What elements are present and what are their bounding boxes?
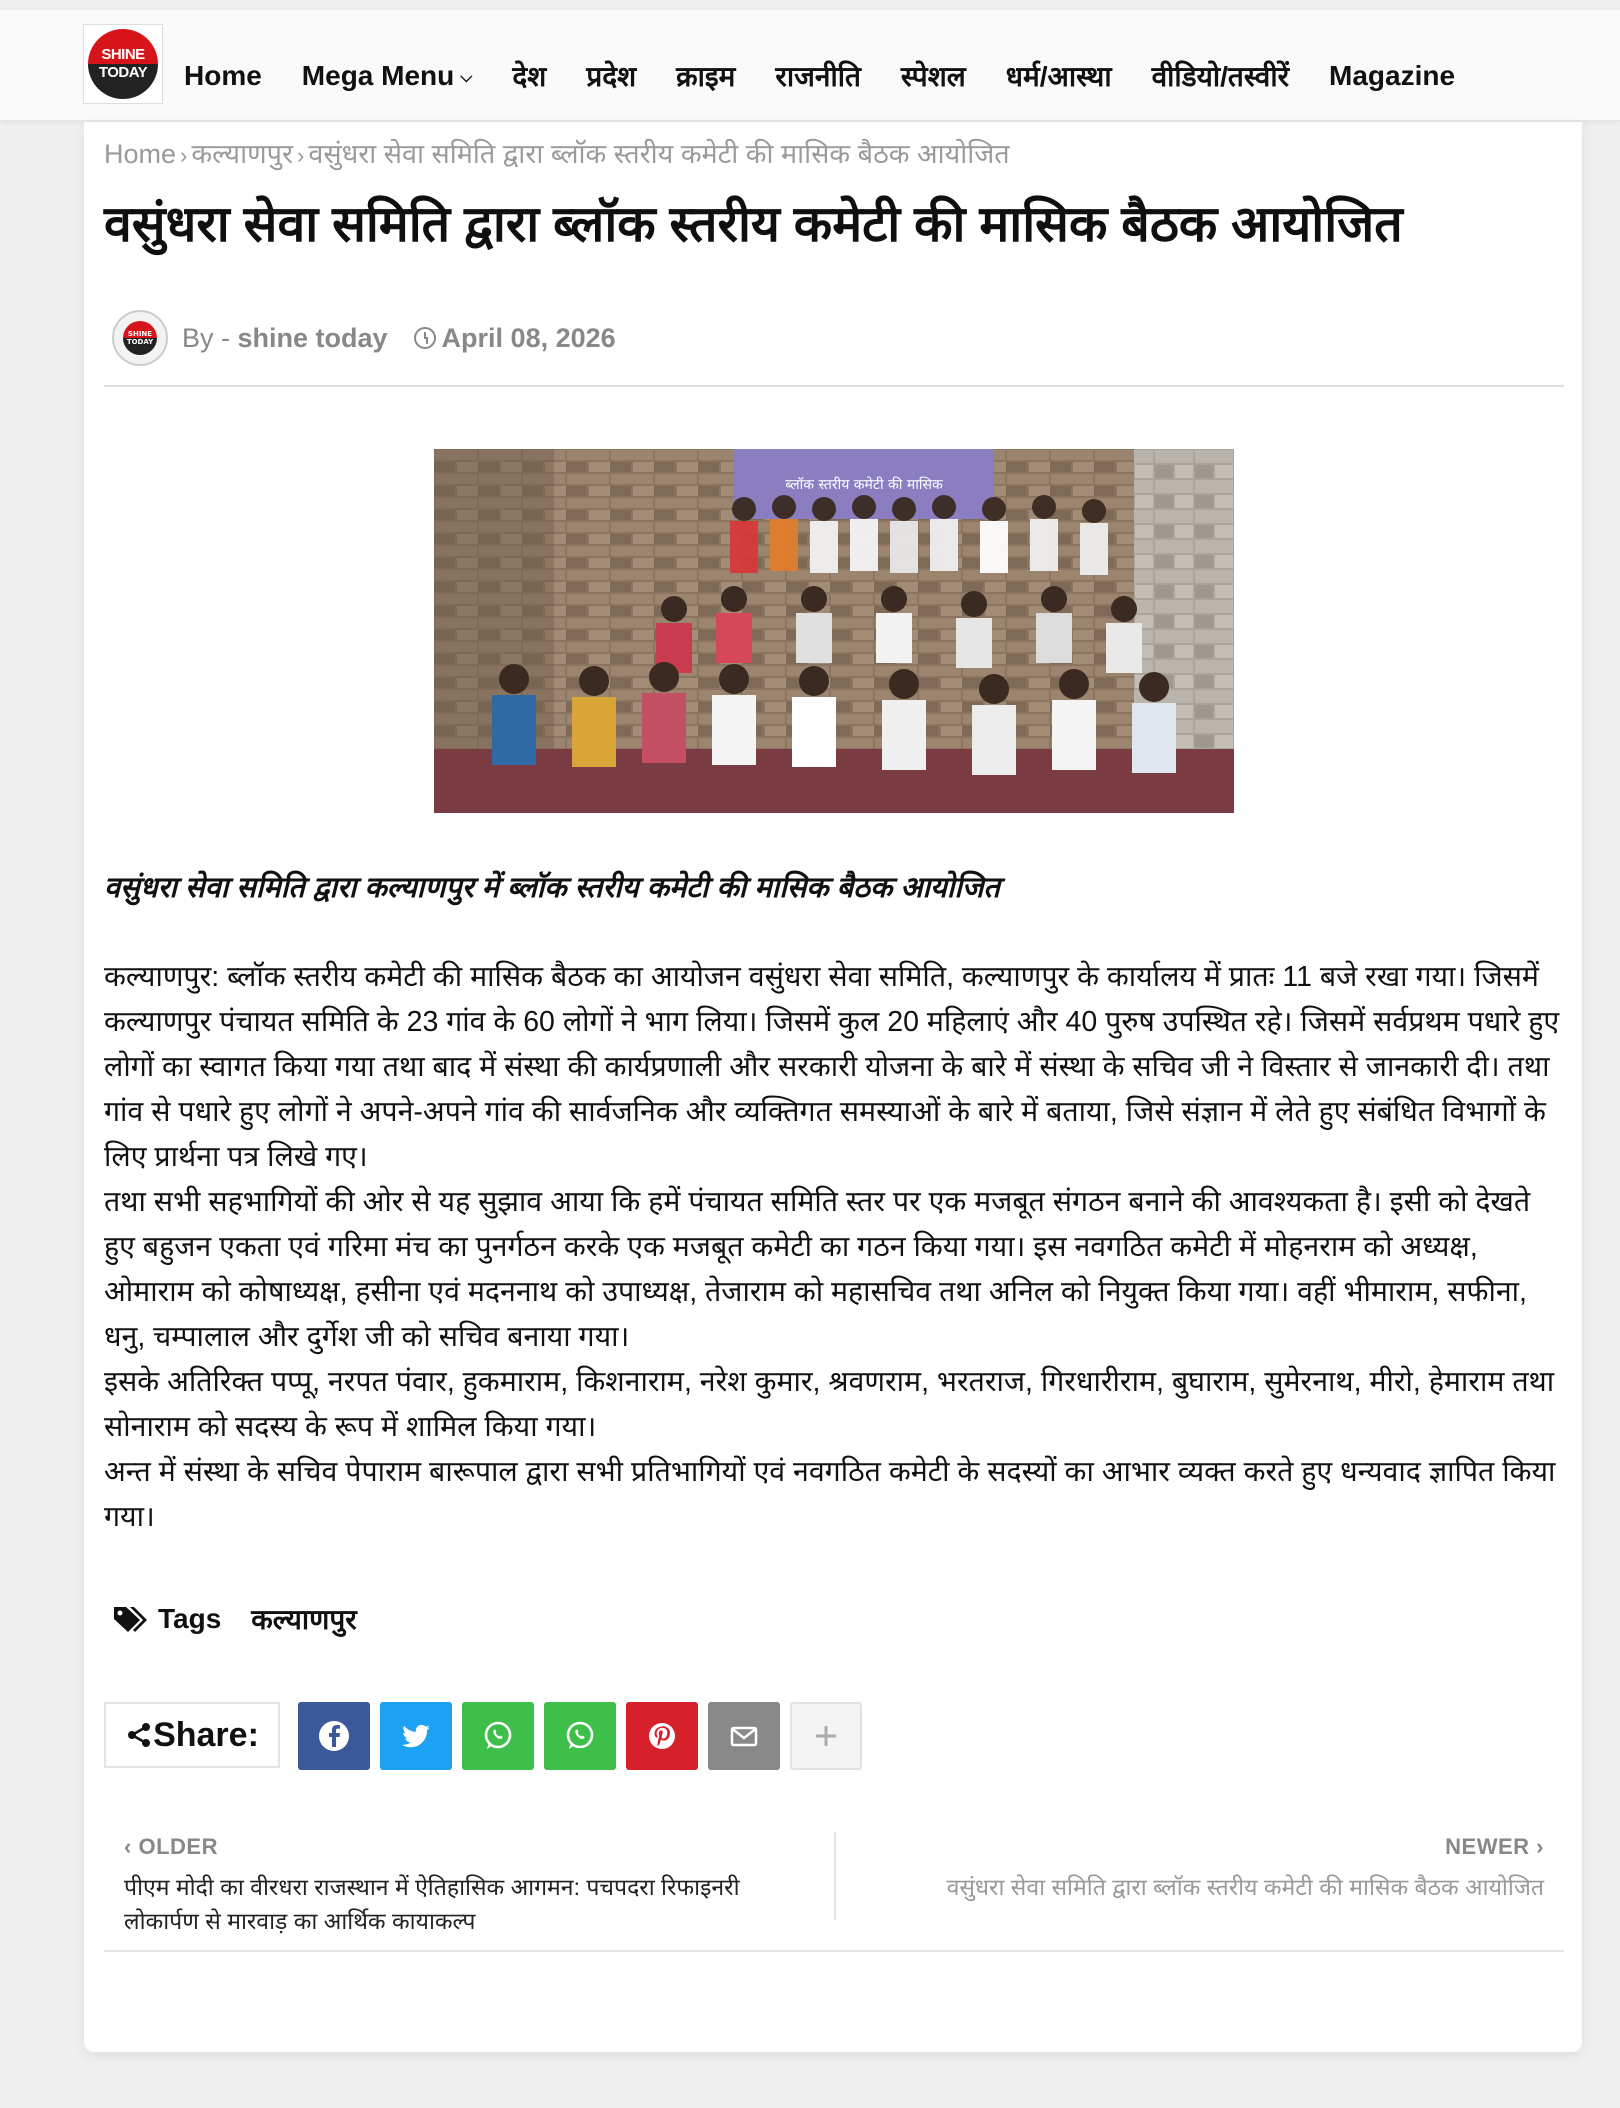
author-logo-image: SHINE TODAY: [123, 321, 157, 355]
older-label: [124, 1834, 784, 1860]
newer-post-title: वसुंधरा सेवा समिति द्वारा ब्लॉक स्तरीय कमेटी की मासिक बैठक आयोजित: [946, 1874, 1544, 1900]
share-icon: [125, 1721, 153, 1749]
nav-crime[interactable]: क्राइम: [676, 61, 736, 92]
site-header: [0, 10, 1620, 121]
share-label-box: [104, 1702, 280, 1768]
article-subtitle: वसुंधरा सेवा समिति द्वारा कल्याणपुर में ब्लॉक स्तरीय कमेटी की मासिक बैठक आयोजित: [104, 872, 1000, 904]
email-icon: [727, 1719, 761, 1753]
tags-label: Tags: [158, 1603, 222, 1634]
whatsapp-icon: [563, 1719, 597, 1753]
breadcrumb-category[interactable]: कल्याणपुर: [191, 139, 293, 169]
logo-text-line2: TODAY: [98, 64, 148, 81]
chevron-right-icon: ›: [1529, 1834, 1544, 1859]
logo-badge: [88, 29, 158, 99]
nav-pradesh[interactable]: प्रदेश: [586, 61, 637, 92]
twitter-icon: [399, 1719, 433, 1753]
post-date: [414, 323, 616, 354]
share-bar: [104, 1702, 872, 1772]
article-body: [104, 955, 1566, 1540]
by-prefix: By -: [182, 322, 238, 353]
nav-mega-menu-label: Mega Menu: [301, 60, 455, 91]
article-title: वसुंधरा सेवा समिति द्वारा ब्लॉक स्तरीय कमेटी की मासिक बैठक आयोजित: [104, 196, 1403, 252]
chevron-down-icon: ⌵: [460, 68, 473, 86]
nav-dharm-aastha[interactable]: धर्म/आस्था: [1005, 61, 1112, 92]
author-name[interactable]: shine today: [237, 322, 388, 353]
nav-video-photos[interactable]: वीडियो/तस्वीरें: [1151, 61, 1290, 92]
pinterest-icon: [645, 1719, 679, 1753]
article-card: [84, 122, 1582, 2052]
nav-desh[interactable]: देश: [512, 61, 547, 92]
site-logo[interactable]: [83, 24, 163, 104]
author-avatar[interactable]: [112, 310, 168, 366]
clock-icon: [414, 327, 436, 349]
nav-mega-menu[interactable]: [302, 60, 473, 92]
whatsapp-icon: [481, 1719, 515, 1753]
tags-section: [112, 1597, 357, 1641]
share-whatsapp-button[interactable]: [462, 1702, 534, 1770]
breadcrumb-separator-icon: ›: [297, 143, 305, 168]
main-nav: [184, 46, 1495, 106]
article-photo[interactable]: [434, 449, 1234, 813]
newer-post-link[interactable]: [884, 1834, 1544, 1904]
nav-rajneeti[interactable]: राजनीति: [775, 61, 861, 92]
banner-text: ब्लॉक स्तरीय कमेटी की मासिक: [785, 477, 943, 493]
chevron-left-icon: ‹: [124, 1834, 139, 1859]
share-facebook-button[interactable]: [298, 1702, 370, 1770]
share-twitter-button[interactable]: [380, 1702, 452, 1770]
post-nav-divider: [834, 1832, 836, 1920]
article-meta: [112, 308, 616, 368]
older-post-link[interactable]: [124, 1834, 784, 1938]
share-label: Share:: [153, 1715, 259, 1754]
newer-label: [884, 1834, 1544, 1860]
author-byline: [182, 323, 388, 354]
share-more-button[interactable]: [790, 1702, 862, 1770]
tag-link[interactable]: कल्याणपुर: [251, 1604, 357, 1635]
nav-magazine[interactable]: Magazine: [1329, 60, 1456, 91]
article-paragraph: अन्त में संस्था के सचिव पेपाराम बारूपाल द्वारा सभी प्रतिभागियों एवं नवगठित कमेटी के सदस्यों का आभार व्यक्त करते हुए धन्यवाद ज्ञापित किया गया।: [104, 1456, 1556, 1533]
newer-label-text: NEWER: [1445, 1834, 1530, 1859]
post-navigation: [104, 1822, 1564, 1952]
group-photo-image: [434, 449, 1234, 813]
nav-special[interactable]: स्पेशल: [900, 61, 966, 92]
plus-icon: [809, 1719, 843, 1753]
article-paragraph: कल्याणपुर: ब्लॉक स्तरीय कमेटी की मासिक बैठक का आयोजन वसुंधरा सेवा समिति, कल्याणपुर के कार्यालय में प्रातः 11 बजे रखा गया। जिसमें कल्याणपुर पंचायत समिति के 23 गांव के 60 लोगों ने भाग लिया। जिसमें कुल 20 महिलाएं और 40 पुरुष उपस्थित रहे। जिसमें सर्वप्रथम पधारे हुए लोगों का स्वागत किया गया तथा बाद में संस्था की कार्यप्रणाली और सरकारी योजना के बारे में संस्था के सचिव जी ने विस्तार से जानकारी दी। तथा गांव से पधारे हुए लोगों ने अपने-अपने गांव की सार्वजनिक और व्यक्तिगत समस्याओं के बारे में बताया, जिसे संज्ञान में लेते हुए संबंधित विभागों के लिए प्रार्थना पत्र लिखे गए।: [104, 961, 1560, 1173]
share-email-button[interactable]: [708, 1702, 780, 1770]
meta-divider: [104, 385, 1564, 387]
breadcrumb: [104, 134, 1010, 171]
tags-icon: [112, 1604, 148, 1634]
article-paragraph: तथा सभी सहभागियों की ओर से यह सुझाव आया कि हमें पंचायत समिति स्तर पर एक मजबूत संगठन बनाने की आवश्यकता है। इसी को देखते हुए बहुजन एकता एवं गरिमा मंच का पुनर्गठन करके एक मजबूत कमेटी का गठन किया गया। इस नवगठित कमेटी में मोहनराम को अध्यक्ष, ओमाराम को कोषाध्यक्ष, हसीना एवं मदननाथ को उपाध्यक्ष, तेजाराम को महासचिव तथा अनिल को नियुक्त किया गया। वहीं भीमाराम, सफीना, धनु, चम्पालाल और दुर्गेश जी को सचिव बनाया गया।: [104, 1186, 1531, 1353]
older-label-text: OLDER: [138, 1834, 218, 1859]
nav-home[interactable]: Home: [184, 60, 262, 91]
article-paragraph: इसके अतिरिक्त पप्पू, नरपत पंवार, हुकमाराम, किशनाराम, नरेश कुमार, श्रवणराम, भरतराज, गिरधारीराम, बुघाराम, सुमेरनाथ, मीरो, हेमाराम तथा सोनाराम को सदस्य के रूप में शामिल किया गया।: [104, 1366, 1555, 1443]
facebook-icon: [317, 1719, 351, 1753]
older-post-title: पीएम मोदी का वीरधरा राजस्थान में ऐतिहासिक आगमन: पचपदरा रिफाइनरी लोकार्पण से मारवाड़ का आर्थिक कायाकल्प: [124, 1874, 740, 1934]
breadcrumb-separator-icon: ›: [180, 143, 188, 168]
breadcrumb-current: वसुंधरा सेवा समिति द्वारा ब्लॉक स्तरीय कमेटी की मासिक बैठक आयोजित: [308, 139, 1010, 169]
share-whatsapp-button-2[interactable]: [544, 1702, 616, 1770]
breadcrumb-home[interactable]: Home: [104, 139, 177, 169]
share-pinterest-button[interactable]: [626, 1702, 698, 1770]
post-date-text: April 08, 2026: [441, 322, 616, 353]
logo-text-line1: SHINE: [101, 46, 145, 63]
